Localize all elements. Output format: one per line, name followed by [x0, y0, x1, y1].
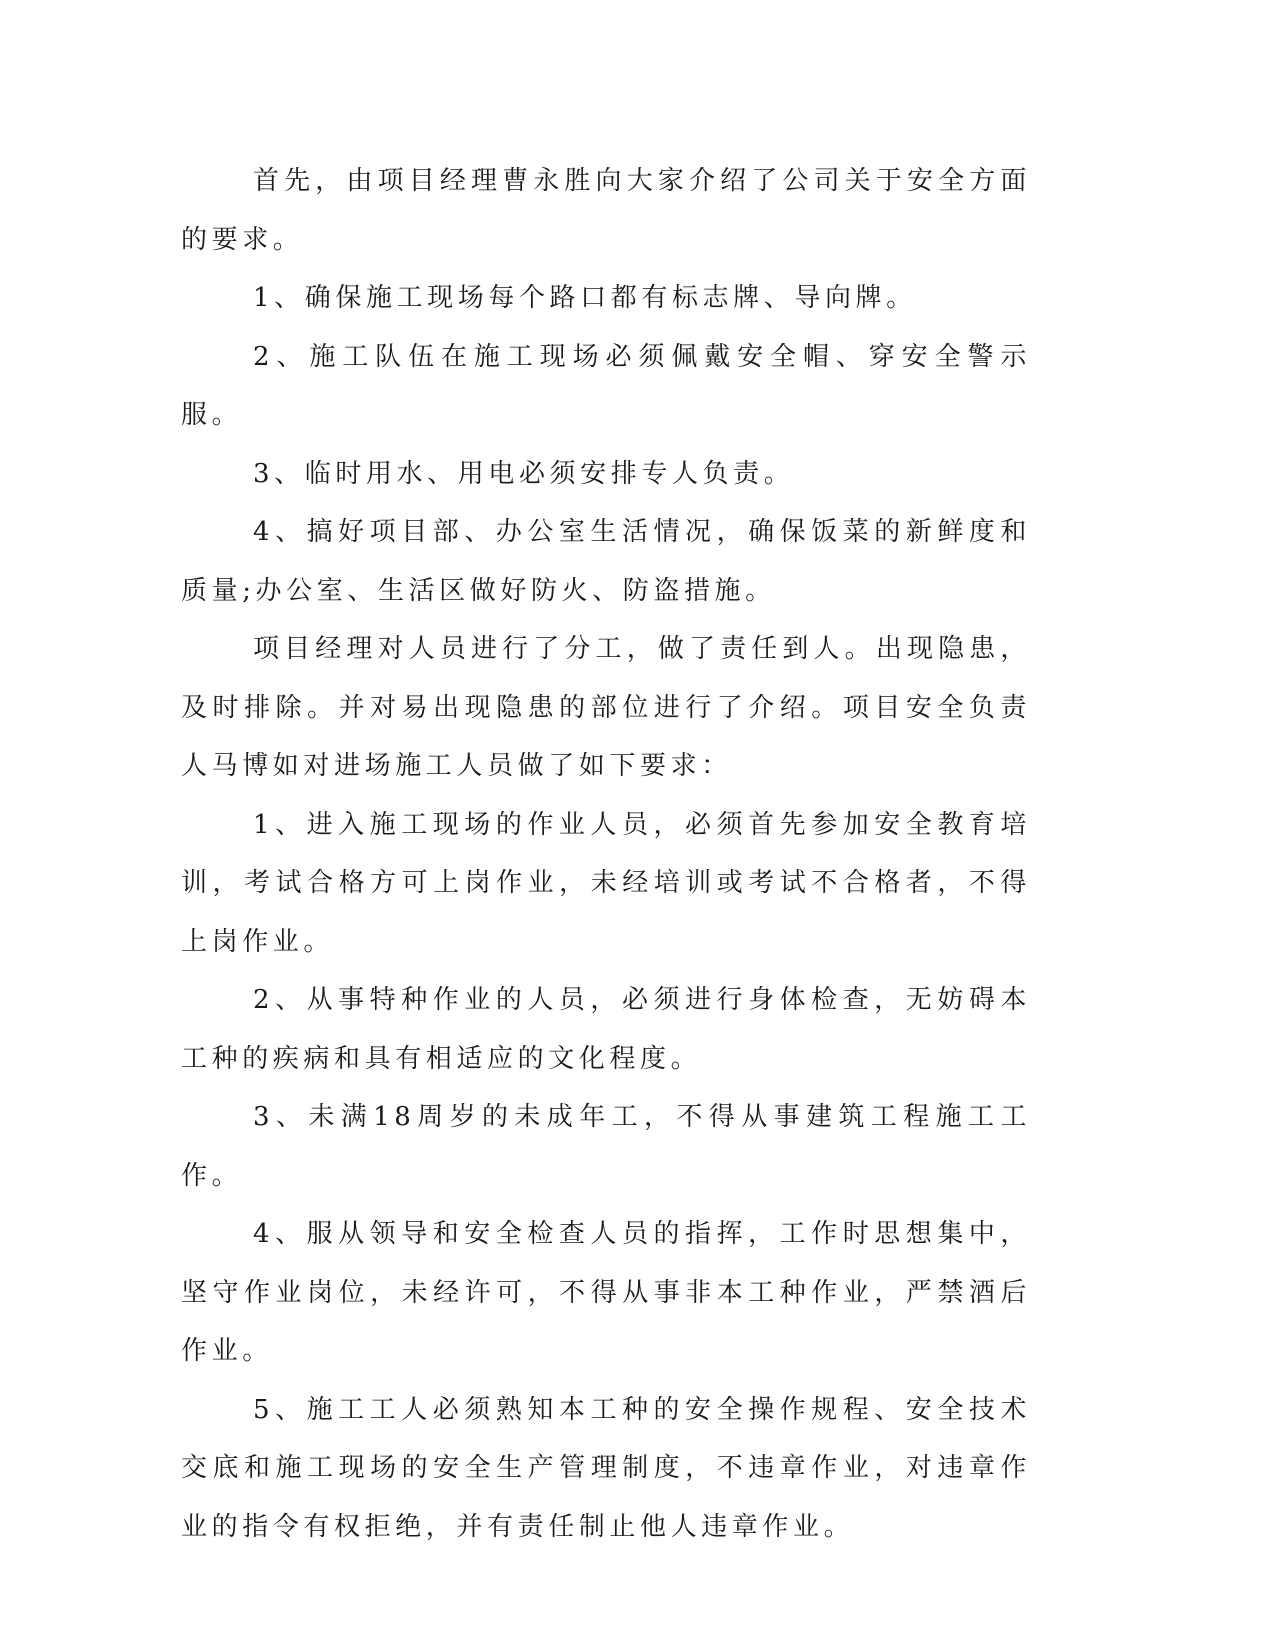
paragraph-company-req-3: 3、临时用水、用电必须安排专人负责。	[253, 458, 795, 489]
paragraph-worker-req-3: 3、未满18周岁的未成年工，不得从事建筑工程施工工作。	[181, 1102, 1031, 1191]
document-body	[181, 152, 1031, 1556]
paragraph-company-req-1: 1、确保施工现场每个路口都有标志牌、导向牌。	[253, 283, 917, 313]
paragraph-division-of-labor: 项目经理对人员进行了分工，做了责任到人。出现隐患，及时排除。并对易出现隐患的部位进行了介绍。项目安全负责人马博如对进场施工人员做了如下要求：	[181, 634, 1031, 781]
paragraph-worker-req-1: 1、进入施工现场的作业人员，必须首先参加安全教育培训，考试合格方可上岗作业，未经培训或考试不合格者，不得上岗作业。	[181, 809, 1031, 957]
paragraph-worker-req-4: 4、服从领导和安全检查人员的指挥，工作时思想集中，坚守作业岗位，未经许可，不得从事非本工种作业，严禁酒后作业。	[181, 1219, 1031, 1366]
paragraph-company-req-4: 4、搞好项目部、办公室生活情况，确保饭菜的新鲜度和质量;办公室、生活区做好防火、防盗措施。	[181, 517, 1031, 606]
paragraph-worker-req-2: 2、从事特种作业的人员，必须进行身体检查，无妨碍本工种的疾病和具有相适应的文化程度。	[181, 985, 1031, 1074]
paragraph-company-req-2: 2、施工队伍在施工现场必须佩戴安全帽、穿安全警示服。	[181, 341, 1031, 430]
paragraph-intro: 首先，由项目经理曹永胜向大家介绍了公司关于安全方面的要求。	[181, 166, 1031, 255]
paragraph-worker-req-5: 5、施工工人必须熟知本工种的安全操作规程、安全技术交底和施工现场的安全生产管理制度，不违章作业，对违章作业的指令有权拒绝，并有责任制止他人违章作业。	[181, 1394, 1031, 1542]
